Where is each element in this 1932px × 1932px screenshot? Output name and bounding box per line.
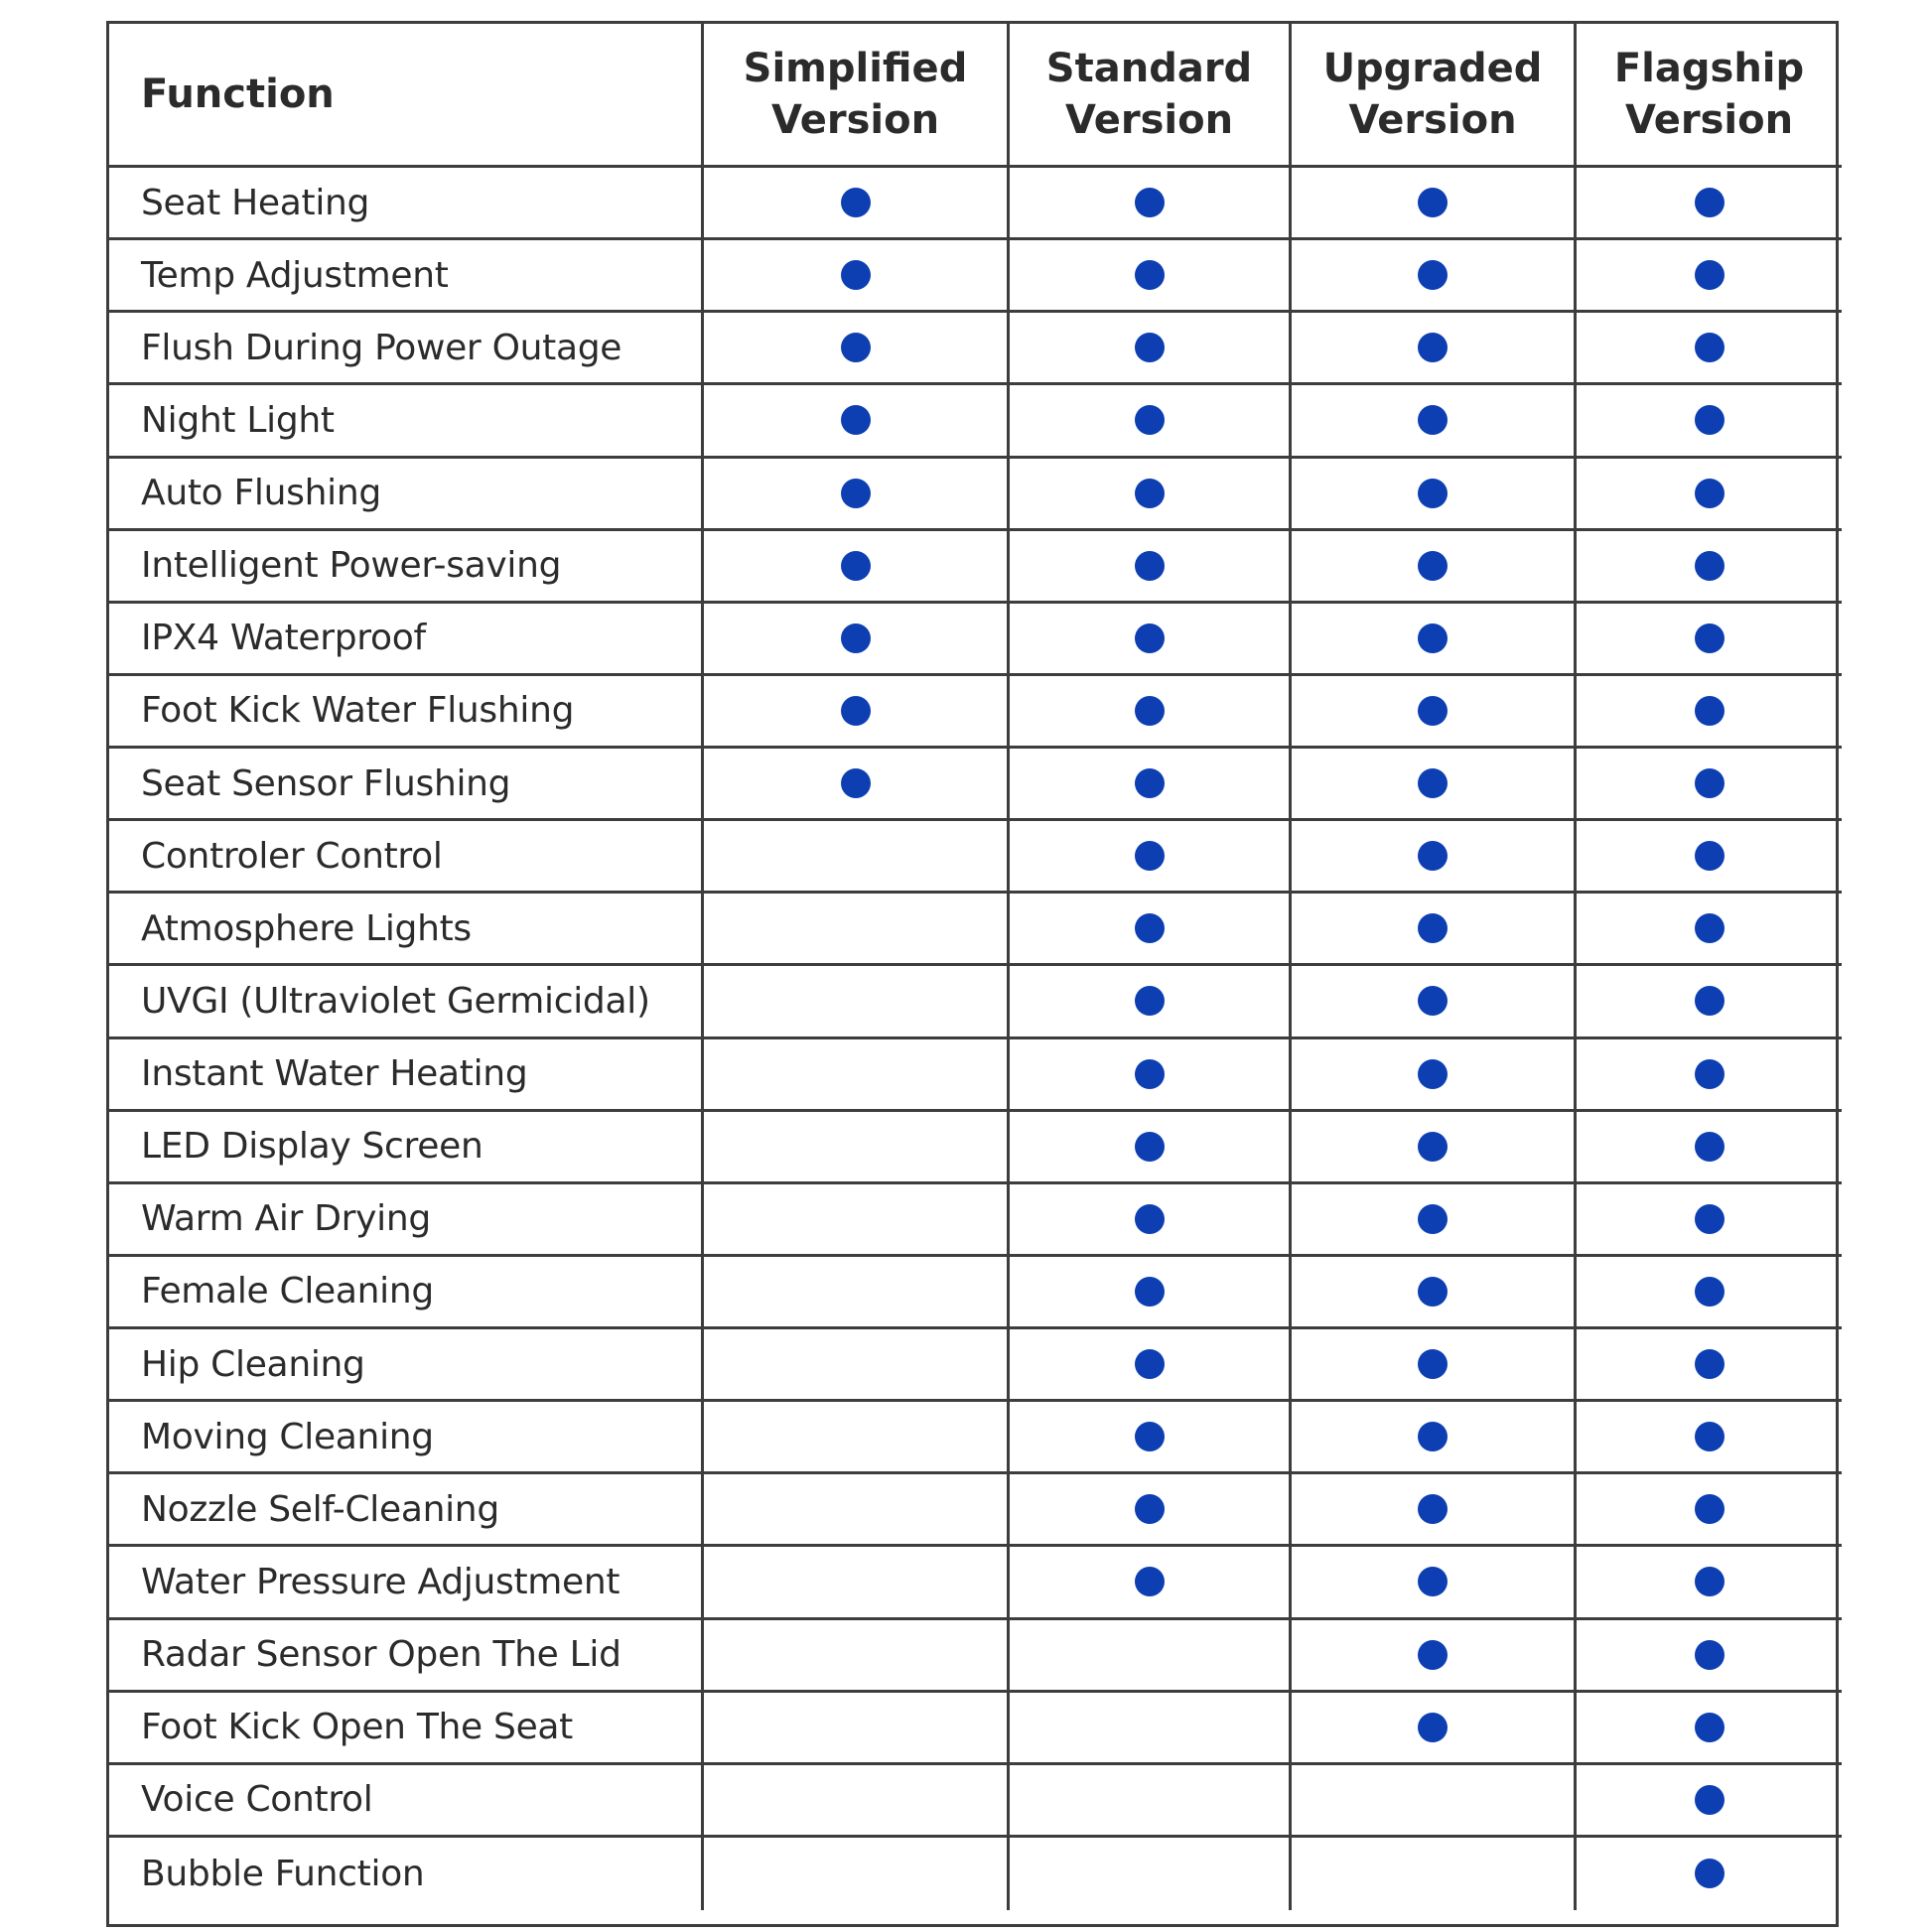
included-dot-icon: [1695, 1422, 1725, 1451]
flagship-availability-cell: [1577, 966, 1842, 1038]
included-dot-icon: [1695, 1859, 1725, 1888]
flagship-availability-cell: [1577, 1184, 1842, 1257]
feature-name: Atmosphere Lights: [109, 894, 704, 966]
upgraded-availability-cell: [1292, 1329, 1577, 1402]
included-dot-icon: [1135, 1494, 1165, 1524]
included-dot-icon: [1695, 1277, 1725, 1307]
standard-availability-cell: [1010, 1112, 1292, 1184]
simplified-availability-cell: [704, 1693, 1010, 1765]
flagship-availability-cell: [1577, 1402, 1842, 1474]
included-dot-icon: [1695, 333, 1725, 362]
included-dot-icon: [1418, 1713, 1448, 1742]
upgraded-availability-cell: [1292, 1257, 1577, 1329]
standard-availability-cell: [1010, 1693, 1292, 1765]
feature-name: Nozzle Self-Cleaning: [109, 1474, 704, 1547]
included-dot-icon: [1695, 1640, 1725, 1670]
upgraded-availability-cell: [1292, 531, 1577, 604]
standard-availability-cell: [1010, 966, 1292, 1038]
simplified-version-header: Simplified Version: [704, 24, 1010, 168]
simplified-availability-cell: [704, 966, 1010, 1038]
simplified-availability-cell: [704, 1474, 1010, 1547]
included-dot-icon: [1135, 913, 1165, 943]
simplified-availability-cell: [704, 1039, 1010, 1112]
flagship-availability-cell: [1577, 240, 1842, 313]
upgraded-availability-cell: [1292, 459, 1577, 531]
flagship-availability-cell: [1577, 1474, 1842, 1547]
standard-availability-cell: [1010, 1184, 1292, 1257]
included-dot-icon: [1135, 1567, 1165, 1596]
upgraded-availability-cell: [1292, 821, 1577, 894]
standard-availability-cell: [1010, 1329, 1292, 1402]
included-dot-icon: [1695, 1349, 1725, 1379]
feature-name: Hip Cleaning: [109, 1329, 704, 1402]
upgraded-availability-cell: [1292, 1184, 1577, 1257]
included-dot-icon: [1418, 333, 1448, 362]
upgraded-availability-cell: [1292, 749, 1577, 821]
included-dot-icon: [1135, 551, 1165, 581]
included-dot-icon: [841, 623, 871, 653]
upgraded-availability-cell: [1292, 1765, 1577, 1838]
flagship-availability-cell: [1577, 894, 1842, 966]
included-dot-icon: [1418, 1349, 1448, 1379]
standard-availability-cell: [1010, 168, 1292, 240]
upgraded-availability-cell: [1292, 1547, 1577, 1619]
included-dot-icon: [1135, 696, 1165, 726]
simplified-availability-cell: [704, 1402, 1010, 1474]
included-dot-icon: [1135, 841, 1165, 871]
standard-availability-cell: [1010, 313, 1292, 385]
feature-name: Night Light: [109, 385, 704, 458]
included-dot-icon: [1135, 1349, 1165, 1379]
feature-name: Bubble Function: [109, 1838, 704, 1910]
standard-availability-cell: [1010, 1257, 1292, 1329]
upgraded-availability-cell: [1292, 1039, 1577, 1112]
feature-name: Moving Cleaning: [109, 1402, 704, 1474]
included-dot-icon: [1418, 1132, 1448, 1162]
included-dot-icon: [1418, 551, 1448, 581]
included-dot-icon: [841, 696, 871, 726]
simplified-availability-cell: [704, 240, 1010, 313]
upgraded-availability-cell: [1292, 1693, 1577, 1765]
included-dot-icon: [1418, 913, 1448, 943]
flagship-version-header: Flagship Version: [1577, 24, 1842, 168]
simplified-availability-cell: [704, 531, 1010, 604]
flagship-availability-cell: [1577, 1765, 1842, 1838]
flagship-availability-cell: [1577, 1838, 1842, 1910]
included-dot-icon: [841, 188, 871, 217]
included-dot-icon: [1135, 623, 1165, 653]
upgraded-availability-cell: [1292, 1112, 1577, 1184]
feature-name: IPX4 Waterproof: [109, 604, 704, 676]
included-dot-icon: [1135, 405, 1165, 435]
feature-name: Radar Sensor Open The Lid: [109, 1620, 704, 1693]
standard-availability-cell: [1010, 894, 1292, 966]
standard-availability-cell: [1010, 1765, 1292, 1838]
simplified-availability-cell: [704, 821, 1010, 894]
included-dot-icon: [1418, 1494, 1448, 1524]
standard-availability-cell: [1010, 676, 1292, 749]
feature-name: Water Pressure Adjustment: [109, 1547, 704, 1619]
included-dot-icon: [1135, 768, 1165, 798]
included-dot-icon: [1135, 333, 1165, 362]
flagship-availability-cell: [1577, 1257, 1842, 1329]
included-dot-icon: [1418, 479, 1448, 508]
flagship-availability-cell: [1577, 749, 1842, 821]
flagship-availability-cell: [1577, 1329, 1842, 1402]
upgraded-availability-cell: [1292, 966, 1577, 1038]
upgraded-availability-cell: [1292, 894, 1577, 966]
simplified-availability-cell: [704, 1547, 1010, 1619]
feature-name: Female Cleaning: [109, 1257, 704, 1329]
included-dot-icon: [1418, 188, 1448, 217]
standard-availability-cell: [1010, 1620, 1292, 1693]
simplified-availability-cell: [704, 1329, 1010, 1402]
simplified-availability-cell: [704, 1184, 1010, 1257]
upgraded-availability-cell: [1292, 385, 1577, 458]
upgraded-availability-cell: [1292, 1838, 1577, 1910]
simplified-availability-cell: [704, 168, 1010, 240]
included-dot-icon: [1695, 1494, 1725, 1524]
feature-name: Intelligent Power-saving: [109, 531, 704, 604]
flagship-availability-cell: [1577, 385, 1842, 458]
included-dot-icon: [1695, 696, 1725, 726]
included-dot-icon: [1695, 188, 1725, 217]
flagship-availability-cell: [1577, 1112, 1842, 1184]
included-dot-icon: [1418, 841, 1448, 871]
included-dot-icon: [1418, 768, 1448, 798]
included-dot-icon: [1695, 623, 1725, 653]
standard-availability-cell: [1010, 1547, 1292, 1619]
included-dot-icon: [841, 333, 871, 362]
included-dot-icon: [1695, 260, 1725, 290]
feature-name: Seat Heating: [109, 168, 704, 240]
standard-availability-cell: [1010, 240, 1292, 313]
feature-name: Seat Sensor Flushing: [109, 749, 704, 821]
standard-availability-cell: [1010, 385, 1292, 458]
included-dot-icon: [1418, 260, 1448, 290]
simplified-availability-cell: [704, 749, 1010, 821]
flagship-availability-cell: [1577, 168, 1842, 240]
included-dot-icon: [1135, 1277, 1165, 1307]
included-dot-icon: [1418, 1204, 1448, 1234]
included-dot-icon: [1418, 696, 1448, 726]
standard-availability-cell: [1010, 1838, 1292, 1910]
included-dot-icon: [1695, 1132, 1725, 1162]
feature-name: Voice Control: [109, 1765, 704, 1838]
included-dot-icon: [1135, 1132, 1165, 1162]
upgraded-version-header: Upgraded Version: [1292, 24, 1577, 168]
standard-availability-cell: [1010, 459, 1292, 531]
simplified-availability-cell: [704, 894, 1010, 966]
standard-availability-cell: [1010, 821, 1292, 894]
included-dot-icon: [1695, 1785, 1725, 1815]
upgraded-availability-cell: [1292, 313, 1577, 385]
included-dot-icon: [1135, 188, 1165, 217]
simplified-availability-cell: [704, 604, 1010, 676]
simplified-availability-cell: [704, 1620, 1010, 1693]
function-column-header: Function: [109, 24, 704, 168]
upgraded-availability-cell: [1292, 1402, 1577, 1474]
included-dot-icon: [1695, 1713, 1725, 1742]
upgraded-availability-cell: [1292, 1474, 1577, 1547]
included-dot-icon: [1695, 841, 1725, 871]
simplified-availability-cell: [704, 1765, 1010, 1838]
included-dot-icon: [1135, 260, 1165, 290]
included-dot-icon: [841, 479, 871, 508]
standard-availability-cell: [1010, 1402, 1292, 1474]
included-dot-icon: [1418, 623, 1448, 653]
included-dot-icon: [1695, 551, 1725, 581]
feature-name: Controler Control: [109, 821, 704, 894]
upgraded-availability-cell: [1292, 240, 1577, 313]
simplified-availability-cell: [704, 1257, 1010, 1329]
included-dot-icon: [1135, 986, 1165, 1016]
standard-availability-cell: [1010, 531, 1292, 604]
feature-name: Foot Kick Open The Seat: [109, 1693, 704, 1765]
upgraded-availability-cell: [1292, 1620, 1577, 1693]
feature-comparison-table: [106, 21, 1839, 1927]
included-dot-icon: [1135, 1204, 1165, 1234]
flagship-availability-cell: [1577, 531, 1842, 604]
flagship-availability-cell: [1577, 313, 1842, 385]
feature-name: LED Display Screen: [109, 1112, 704, 1184]
included-dot-icon: [1418, 405, 1448, 435]
included-dot-icon: [1695, 405, 1725, 435]
included-dot-icon: [1418, 1277, 1448, 1307]
included-dot-icon: [1135, 1059, 1165, 1089]
feature-name: Auto Flushing: [109, 459, 704, 531]
standard-version-header: Standard Version: [1010, 24, 1292, 168]
standard-availability-cell: [1010, 604, 1292, 676]
included-dot-icon: [1695, 1567, 1725, 1596]
included-dot-icon: [1695, 986, 1725, 1016]
feature-name: UVGI (Ultraviolet Germicidal): [109, 966, 704, 1038]
standard-availability-cell: [1010, 749, 1292, 821]
flagship-availability-cell: [1577, 459, 1842, 531]
included-dot-icon: [1695, 768, 1725, 798]
included-dot-icon: [1418, 986, 1448, 1016]
included-dot-icon: [841, 260, 871, 290]
included-dot-icon: [1418, 1422, 1448, 1451]
included-dot-icon: [1135, 1422, 1165, 1451]
flagship-availability-cell: [1577, 1039, 1842, 1112]
standard-availability-cell: [1010, 1474, 1292, 1547]
simplified-availability-cell: [704, 1112, 1010, 1184]
flagship-availability-cell: [1577, 604, 1842, 676]
included-dot-icon: [1695, 1204, 1725, 1234]
included-dot-icon: [1418, 1640, 1448, 1670]
upgraded-availability-cell: [1292, 604, 1577, 676]
included-dot-icon: [841, 768, 871, 798]
feature-name: Foot Kick Water Flushing: [109, 676, 704, 749]
simplified-availability-cell: [704, 313, 1010, 385]
flagship-availability-cell: [1577, 1547, 1842, 1619]
simplified-availability-cell: [704, 459, 1010, 531]
included-dot-icon: [841, 551, 871, 581]
simplified-availability-cell: [704, 1838, 1010, 1910]
upgraded-availability-cell: [1292, 676, 1577, 749]
feature-name: Temp Adjustment: [109, 240, 704, 313]
upgraded-availability-cell: [1292, 168, 1577, 240]
included-dot-icon: [1135, 479, 1165, 508]
flagship-availability-cell: [1577, 1620, 1842, 1693]
flagship-availability-cell: [1577, 676, 1842, 749]
included-dot-icon: [1418, 1567, 1448, 1596]
included-dot-icon: [1695, 913, 1725, 943]
flagship-availability-cell: [1577, 821, 1842, 894]
feature-name: Warm Air Drying: [109, 1184, 704, 1257]
feature-name: Instant Water Heating: [109, 1039, 704, 1112]
feature-name: Flush During Power Outage: [109, 313, 704, 385]
included-dot-icon: [841, 405, 871, 435]
flagship-availability-cell: [1577, 1693, 1842, 1765]
standard-availability-cell: [1010, 1039, 1292, 1112]
included-dot-icon: [1695, 1059, 1725, 1089]
simplified-availability-cell: [704, 676, 1010, 749]
simplified-availability-cell: [704, 385, 1010, 458]
included-dot-icon: [1418, 1059, 1448, 1089]
included-dot-icon: [1695, 479, 1725, 508]
